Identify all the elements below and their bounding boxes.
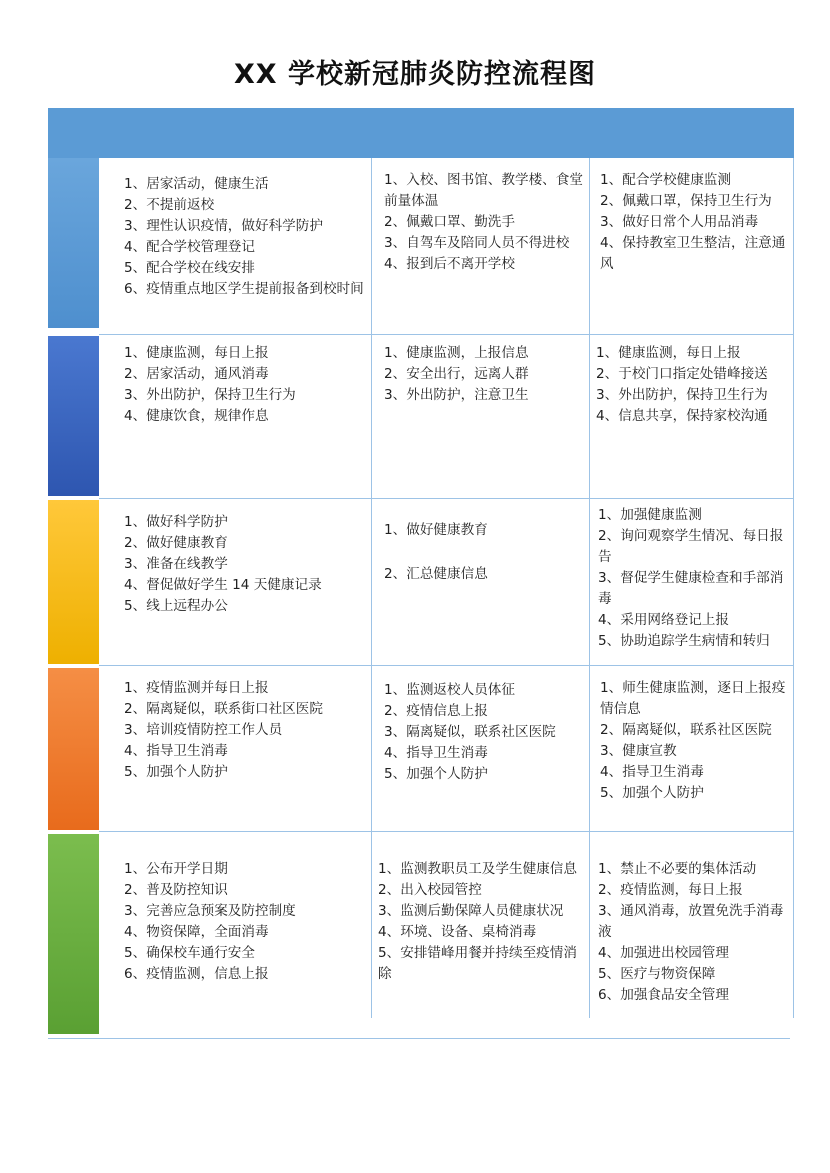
list-item: 3、准备在线教学	[124, 556, 228, 572]
list-item: 4、报到后不离开学校	[384, 256, 515, 272]
list-item: 4、保持教室卫生整洁，注意通风	[600, 235, 786, 272]
list-item: 1、师生健康监测，逐日上报疫情信息	[600, 680, 786, 717]
list-item: 4、物资保障，全面消毒	[124, 924, 269, 940]
list-item: 5、安排错峰用餐并持续至疫情消除	[378, 945, 577, 982]
list-item: 2、不提前返校	[124, 197, 215, 213]
list-item: 3、督促学生健康检查和手部消毒	[598, 570, 784, 607]
list-item: 3、通风消毒，放置免洗手消毒液	[598, 903, 784, 940]
table-cell-r1-c1	[124, 174, 364, 300]
page-title: XX 学校新冠肺炎防控流程图	[233, 59, 597, 90]
list-item: 5、加强个人防护	[600, 785, 704, 801]
list-item: 4、加强进出校园管理	[598, 945, 729, 961]
list-item: 4、信息共享，保持家校沟通	[596, 408, 768, 424]
table-cell-r2-c2	[384, 343, 584, 406]
row-1-side-bar	[48, 158, 99, 328]
row-4-side-bar	[48, 668, 99, 830]
grid-line-h3	[99, 665, 794, 666]
list-item: 2、普及防控知识	[124, 882, 228, 898]
list-item: 1、做好科学防护	[124, 514, 228, 530]
table-cell-r5-c2	[378, 859, 582, 985]
list-item: 4、采用网络登记上报	[598, 612, 729, 628]
list-item: 2、出入校园管控	[378, 882, 482, 898]
table-cell-r5-c1	[124, 859, 364, 985]
list-item: 2、于校门口指定处错峰接送	[596, 366, 768, 382]
list-item: 5、配合学校在线安排	[124, 260, 255, 276]
grid-line-v3	[793, 158, 794, 1018]
list-item: 2、疫情监测，每日上报	[598, 882, 743, 898]
list-item: 2、佩戴口罩，保持卫生行为	[600, 193, 772, 209]
grid-line-h2	[99, 498, 794, 499]
list-item: 1、健康监测，每日上报	[596, 345, 741, 361]
grid-line-h4	[99, 831, 794, 832]
table-cell-r5-c3	[598, 859, 790, 1006]
table-cell-r2-c1	[124, 343, 364, 427]
list-item: 3、理性认识疫情，做好科学防护	[124, 218, 323, 234]
table-cell-r4-c1	[124, 678, 339, 783]
list-item: 2、隔离疑似，联系街口社区医院	[124, 701, 323, 717]
list-item: 5、确保校车通行安全	[124, 945, 255, 961]
table-cell-r3-c2	[384, 520, 584, 585]
row-5-side-bar	[48, 834, 99, 1034]
list-item: 1、监测教职员工及学生健康信息	[378, 861, 577, 877]
list-item: 2、汇总健康信息	[384, 566, 488, 582]
grid-line-v1	[371, 158, 372, 1018]
list-item: 2、疫情信息上报	[384, 703, 488, 719]
list-item: 4、配合学校管理登记	[124, 239, 255, 255]
list-item: 2、佩戴口罩、勤洗手	[384, 214, 515, 230]
table-cell-r3-c1	[124, 512, 336, 617]
list-item: 1、做好健康教育	[384, 522, 488, 538]
list-item: 2、居家活动，通风消毒	[124, 366, 269, 382]
list-item: 3、外出防护，保持卫生行为	[124, 387, 296, 403]
table-cell-r4-c2	[384, 680, 584, 785]
grid-line-h1	[99, 334, 794, 335]
list-item: 1、禁止不必要的集体活动	[598, 861, 757, 877]
list-item: 5、医疗与物资保障	[598, 966, 716, 982]
list-item: 6、加强食品安全管理	[598, 987, 729, 1003]
list-item: 3、隔离疑似，联系社区医院	[384, 724, 556, 740]
list-item: 2、询问观察学生情况、每日报告	[598, 528, 784, 565]
table-cell-r1-c2	[384, 170, 584, 275]
grid-line-v2	[589, 158, 590, 1018]
list-item: 3、健康宣教	[600, 743, 677, 759]
list-item: 3、自驾车及陪同人员不得进校	[384, 235, 570, 251]
list-item: 4、健康饮食，规律作息	[124, 408, 269, 424]
list-item: 1、健康监测，上报信息	[384, 345, 529, 361]
table-cell-r4-c3	[600, 678, 792, 804]
table-cell-r3-c3	[598, 505, 790, 652]
table-cell-r2-c3	[596, 343, 790, 427]
list-item: 5、加强个人防护	[124, 764, 228, 780]
list-item: 5、线上远程办公	[124, 598, 228, 614]
list-item: 6、疫情重点地区学生提前报备到校时间	[124, 281, 364, 297]
list-item: 5、协助追踪学生病情和转归	[598, 633, 770, 649]
list-item: 2、安全出行，远离人群	[384, 366, 529, 382]
list-item: 4、指导卫生消毒	[384, 745, 488, 761]
row-2-side-bar	[48, 336, 99, 496]
list-item: 3、做好日常个人用品消毒	[600, 214, 759, 230]
list-item: 4、指导卫生消毒	[124, 743, 228, 759]
list-item: 1、健康监测，每日上报	[124, 345, 269, 361]
list-item: 3、外出防护，注意卫生	[384, 387, 529, 403]
list-item: 1、疫情监测并每日上报	[124, 680, 269, 696]
list-item: 2、做好健康教育	[124, 535, 228, 551]
list-item: 1、配合学校健康监测	[600, 172, 731, 188]
table-header-bar	[48, 108, 794, 158]
list-item: 4、环境、设备、桌椅消毒	[378, 924, 537, 940]
list-item: 2、隔离疑似，联系社区医院	[600, 722, 772, 738]
list-item: 3、培训疫情防控工作人员	[124, 722, 283, 738]
list-item: 1、监测返校人员体征	[384, 682, 515, 698]
list-item: 1、加强健康监测	[598, 507, 702, 523]
list-item: 5、加强个人防护	[384, 766, 488, 782]
list-item: 4、指导卫生消毒	[600, 764, 704, 780]
row-3-side-bar	[48, 500, 99, 664]
list-item: 1、居家活动，健康生活	[124, 176, 269, 192]
table-cell-r1-c3	[600, 170, 788, 275]
grid-line-bottom	[48, 1038, 790, 1039]
list-item: 3、外出防护，保持卫生行为	[596, 387, 768, 403]
list-item: 3、完善应急预案及防控制度	[124, 903, 296, 919]
list-item: 1、公布开学日期	[124, 861, 228, 877]
list-item: 1、入校、图书馆、教学楼、食堂前量体温	[384, 172, 583, 209]
list-item: 3、监测后勤保障人员健康状况	[378, 903, 564, 919]
list-item: 6、疫情监测，信息上报	[124, 966, 269, 982]
list-item: 4、督促做好学生 14 天健康记录	[124, 577, 322, 593]
